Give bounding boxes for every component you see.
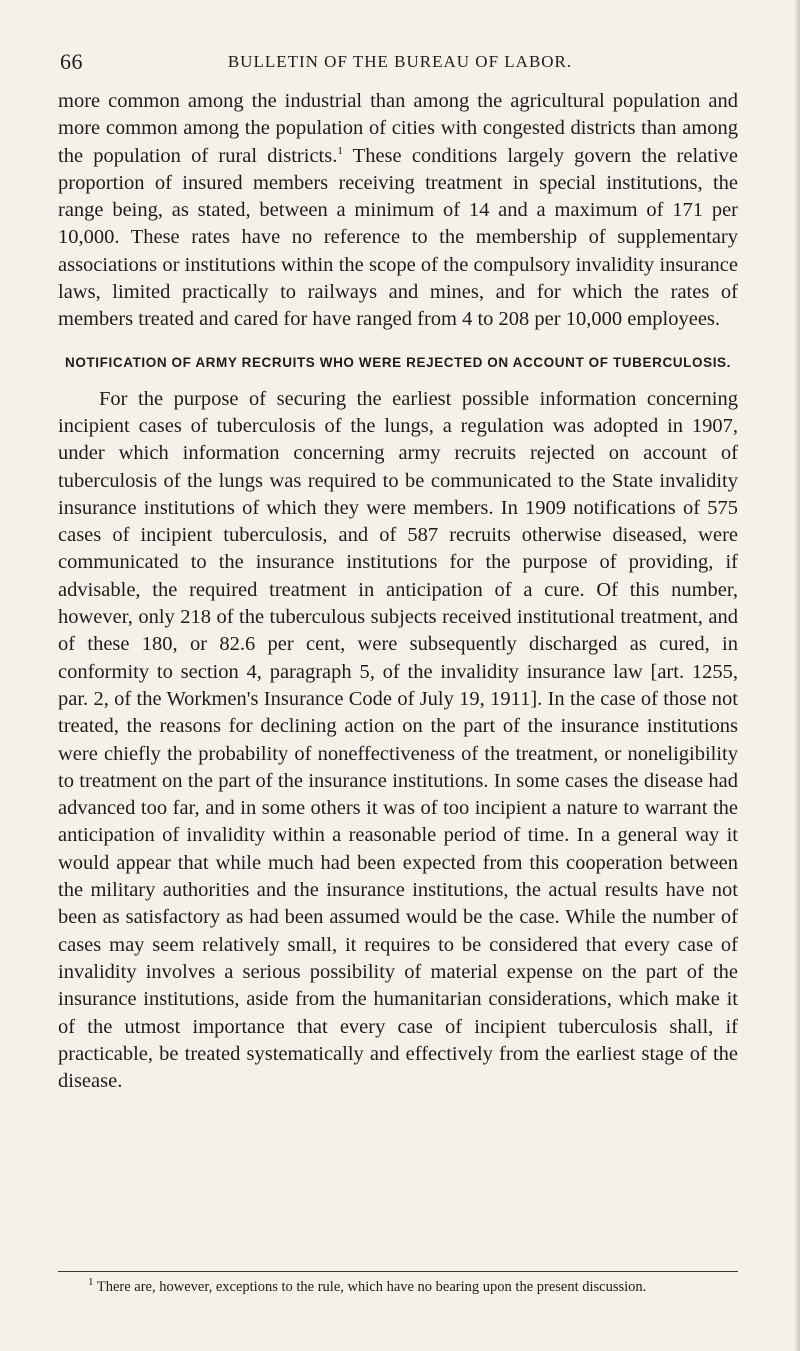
- page-edge-shadow: [794, 0, 800, 1351]
- paragraph: For the purpose of securing the earliest possible information concerning incipient cases of tuberculosis of the lungs, a regulation was adopted in 1907, under which information concerning army recruits rejected on account of tuberculosis of the lungs was required to be communicated to the State invalidity insurance institutions of which they were members. In 1909 notifications of 575 cases of incipient tuberculosis, and of 587 recruits otherwise diseased, were communicated to the insurance institutions for the purpose of providing, if advisable, the required treatment in anticipation of a cure. Of this number, however, only 218 of the tuberculous subjects received institutional treatment, and of these 180, or 82.6 per cent, were subsequently discharged as cured, in conformity to section 4, paragraph 5, of the invalidity insurance law [art. 1255, par. 2, of the Workmen's Insurance Code of July 19, 1911]. In the case of those not treated, the reasons for declining action on the part of the insurance institutions were chiefly the probability of noneffectiveness of the treatment, or noneligibility to treatment on the part of the insurance institutions. In some cases the disease had advanced too far, and in some others it was of too incipient a nature to warrant the anticipation of invalidity within a reasonable period of time. In a general way it would appear that while much had been expected from this cooperation between the military authorities and the insurance institutions, the actual results have not been as satisfactory as had been assumed would be the case. While the number of cases may seem relatively small, it requires to be considered that every case of invalidity involves a serious possibility of material expense on the part of the insurance institutions, aside from the humanitarian considerations, which make it of the utmost importance that every case of incipient tuberculosis shall, if practicable, be treated systematically and effectively from the earliest stage of the disease.: [58, 387, 738, 1093]
- footnote-reference: 1: [337, 144, 343, 157]
- page-number: 66: [60, 49, 83, 74]
- paragraph-text: These conditions largely govern the relative proportion of insured members receiving treatment in special institutions, the range being, as stated, between a minimum of 14 and a maximum of 171 per 10,000. These rates have no reference to the membership of supplementary associations or institutions within the scope of the compulsory invalidity insurance laws, limited practically to railways and mines, and for which the rates of members treated and cared for have ranged from 4 to 208 per 10,000 employees.: [58, 144, 739, 331]
- body-text: [58, 88, 738, 1095]
- footnote-marker: 1: [88, 1276, 94, 1289]
- footnote-text: There are, however, exceptions to the rule, which have no bearing upon the present discussion.: [93, 1279, 647, 1295]
- running-head: [60, 49, 740, 79]
- paragraph-continued: [58, 88, 738, 334]
- footnote-divider: [58, 1271, 738, 1272]
- paragraph-text: more common among the industrial than among the agricultural population and more common among the population of cities with congested districts than among the population of rural districts.: [58, 90, 738, 167]
- footnote: [58, 1277, 738, 1297]
- running-title: BULLETIN OF THE BUREAU OF LABOR.: [227, 52, 573, 71]
- section-heading: NOTIFICATION OF ARMY RECRUITS WHO WERE REJECTED ON ACCOUNT OF TUBERCULOSIS.: [65, 354, 731, 370]
